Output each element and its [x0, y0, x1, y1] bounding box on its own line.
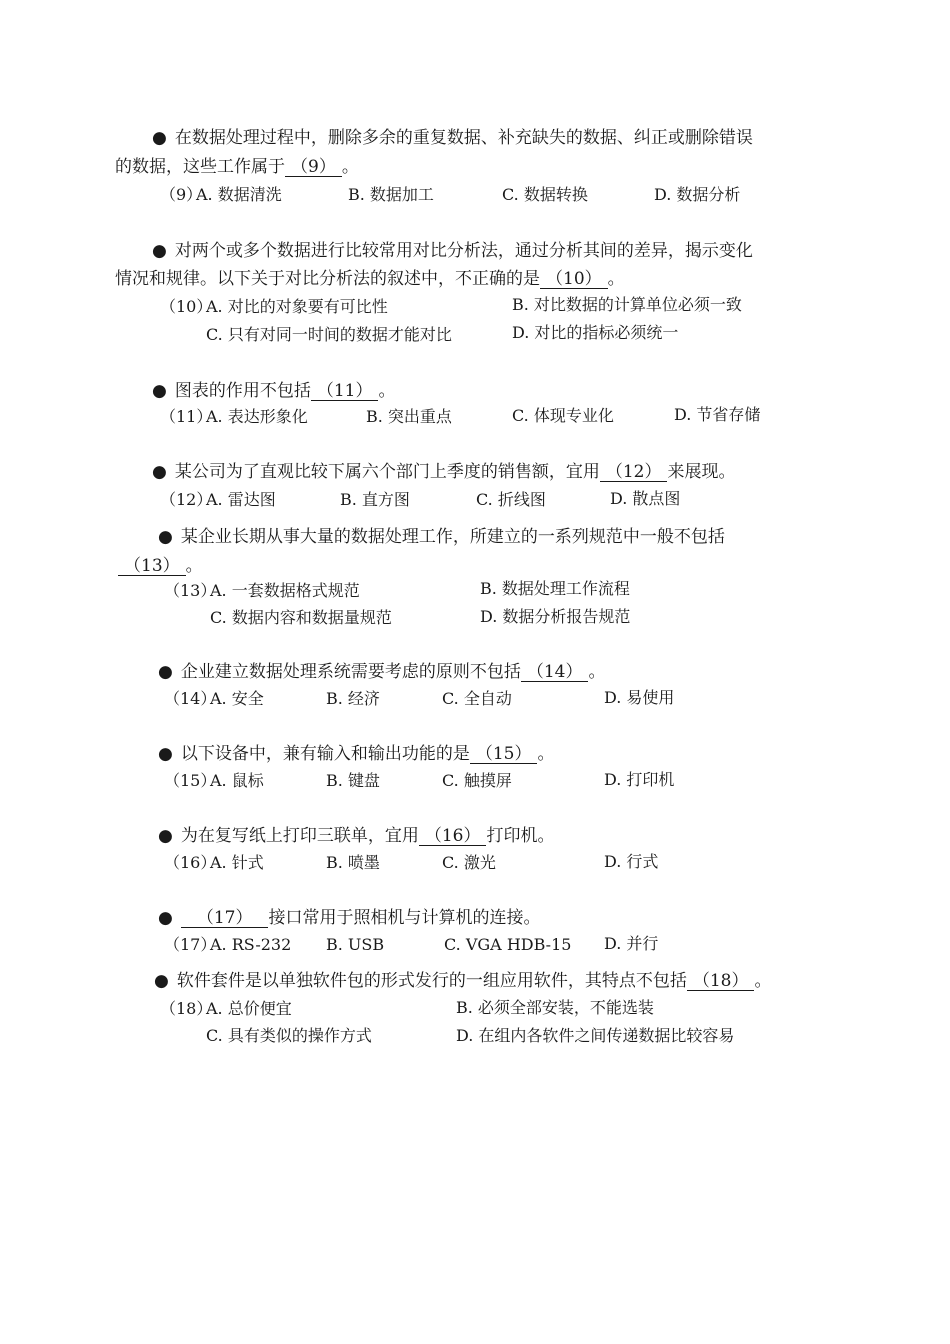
option-c: C. 具有类似的操作方式 [206, 1026, 372, 1045]
option-b: B. 键盘 [326, 771, 380, 790]
option-d: D. 数据分析报告规范 [480, 607, 631, 626]
option-c: C. 触摸屏 [442, 771, 512, 790]
question-12-number: （12） [160, 490, 213, 509]
option-b: B. 必须全部安装，不能选装 [456, 998, 654, 1017]
option-d: D. 易使用 [604, 688, 675, 707]
option-b: B. 喷墨 [326, 853, 380, 872]
question-13-number: （13） [164, 581, 217, 600]
bullet-icon: ● [158, 744, 173, 764]
answer-blank: （13） [118, 557, 186, 576]
option-d: D. 打印机 [604, 770, 675, 789]
option-d: D. 节省存储 [674, 405, 761, 424]
option-d: D. 在组内各软件之间传递数据比较容易 [456, 1026, 735, 1045]
bullet-icon: ● [158, 908, 173, 928]
option-a: A. RS-232 [210, 935, 292, 954]
option-b: B. 数据加工 [348, 185, 434, 204]
option-b: B. 经济 [326, 689, 380, 708]
option-d: D. 并行 [604, 934, 659, 953]
option-d: D. 数据分析 [654, 185, 741, 204]
question-14-stem: ● 企业建立数据处理系统需要考虑的原则不包括 （14） 。 [158, 662, 606, 682]
question-13-stem-line2: （13） 。 [118, 555, 203, 577]
answer-blank: （12） [600, 463, 668, 482]
question-12-stem: ● 某公司为了直观比较下属六个部门上季度的销售额，宜用 （12） 来展现。 [152, 462, 736, 482]
bullet-icon: ● [154, 971, 169, 991]
question-16-stem: ● 为在复写纸上打印三联单，宜用 （16） 打印机。 [158, 826, 555, 846]
question-11-stem: ● 图表的作用不包括 （11） 。 [152, 381, 396, 401]
option-a: A. 对比的对象要有可比性 [206, 297, 388, 316]
option-b: B. 对比数据的计算单位必须一致 [512, 295, 742, 314]
question-18-stem: ● 软件套件是以单独软件包的形式发行的一组应用软件，其特点不包括 （18） 。 [154, 971, 772, 991]
option-c: C. 数据内容和数据量规范 [210, 608, 392, 627]
option-b: B. 数据处理工作流程 [480, 579, 630, 598]
answer-blank: （15） [470, 745, 538, 764]
option-c: C. VGA HDB-15 [444, 935, 572, 954]
answer-blank: （9） [285, 158, 342, 177]
option-a: A. 数据清洗 [196, 185, 282, 204]
question-9-stem-line2: 的数据，这些工作属于 （9） 。 [115, 157, 359, 177]
answer-blank: （10） [540, 270, 608, 289]
option-d: D. 散点图 [610, 489, 681, 508]
option-b: B. 直方图 [340, 490, 410, 509]
bullet-icon: ● [158, 662, 173, 682]
option-a: A. 鼠标 [210, 771, 264, 790]
option-d: D. 行式 [604, 852, 659, 871]
option-a: A. 安全 [210, 689, 264, 708]
question-10-stem-line2: 情况和规律。以下关于对比分析法的叙述中，不正确的是 （10） 。 [115, 269, 625, 289]
option-c: C. 折线图 [476, 490, 546, 509]
question-16-number: （16） [164, 853, 217, 872]
answer-blank: （18） [687, 972, 755, 991]
option-a: A. 针式 [210, 853, 264, 872]
option-a: A. 雷达图 [206, 490, 276, 509]
bullet-icon: ● [152, 241, 167, 261]
option-c: C. 激光 [442, 853, 496, 872]
bullet-icon: ● [152, 462, 167, 482]
bullet-icon: ● [158, 826, 173, 846]
option-b: B. USB [326, 935, 385, 954]
option-c: C. 数据转换 [502, 185, 588, 204]
question-17-stem: ● （17） 接口常用于照相机与计算机的连接。 [158, 908, 541, 928]
answer-blank: （14） [521, 663, 589, 682]
question-14-number: （14） [164, 689, 217, 708]
option-c: C. 只有对同一时间的数据才能对比 [206, 325, 452, 344]
question-15-number: （15） [164, 771, 217, 790]
option-a: A. 一套数据格式规范 [210, 581, 360, 600]
question-15-stem: ● 以下设备中，兼有输入和输出功能的是 （15） 。 [158, 744, 555, 764]
question-9-stem-line1: ● 在数据处理过程中，删除多余的重复数据、补充缺失的数据、纠正或删除错误 [152, 128, 753, 148]
answer-blank: （11） [311, 382, 379, 401]
bullet-icon: ● [152, 381, 167, 401]
question-10-number: （10） [160, 297, 213, 316]
option-d: D. 对比的指标必须统一 [512, 323, 679, 342]
question-17-number: （17） [164, 935, 217, 954]
question-9-number: （9） [160, 185, 203, 204]
option-a: A. 总价便宜 [206, 999, 292, 1018]
bullet-icon: ● [158, 527, 173, 547]
answer-blank: （16） [419, 827, 487, 846]
question-13-stem-line1: ● 某企业长期从事大量的数据处理工作，所建立的一系列规范中一般不包括 [158, 527, 725, 547]
option-c: C. 体现专业化 [512, 406, 614, 425]
option-c: C. 全自动 [442, 689, 512, 708]
answer-blank: （17） [181, 909, 269, 928]
question-18-number: （18） [160, 999, 213, 1018]
question-11-number: （11） [160, 407, 213, 426]
bullet-icon: ● [152, 128, 167, 148]
option-b: B. 突出重点 [366, 407, 452, 426]
question-10-stem-line1: ● 对两个或多个数据进行比较常用对比分析法，通过分析其间的差异，揭示变化 [152, 241, 753, 261]
option-a: A. 表达形象化 [206, 407, 308, 426]
